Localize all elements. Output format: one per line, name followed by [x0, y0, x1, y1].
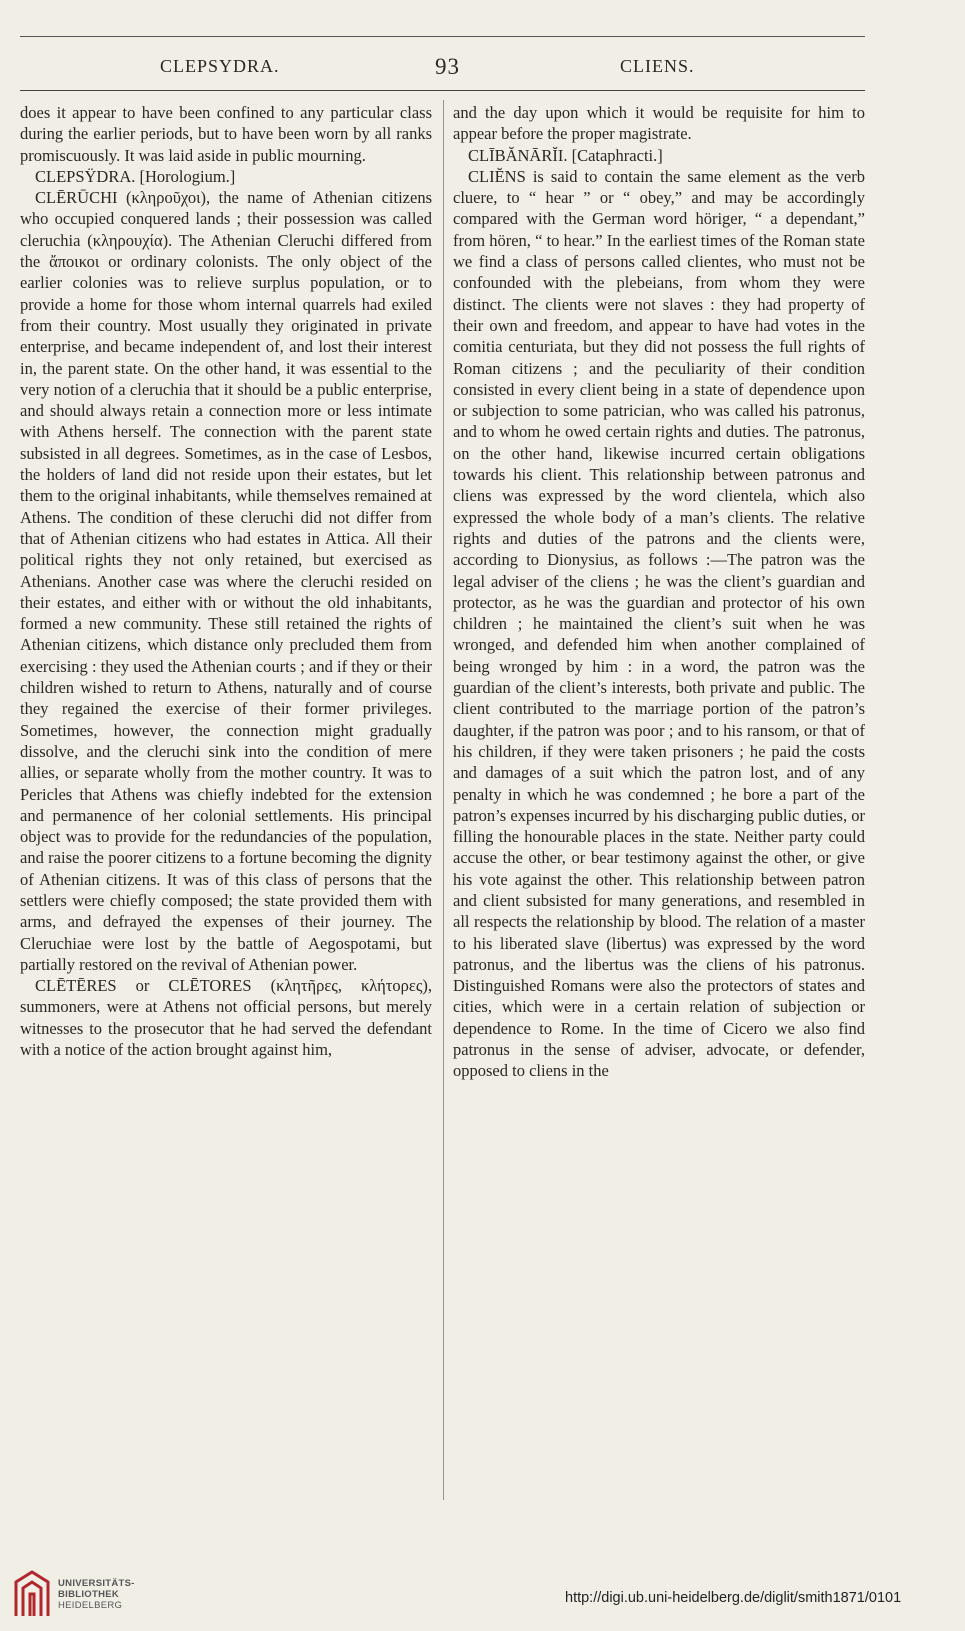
paragraph: and the day upon which it would be requisite for him to appear before the proper magistrate.	[453, 103, 865, 144]
source-url-link[interactable]: http://digi.ub.uni-heidelberg.de/diglit/smith1871/0101	[565, 1590, 902, 1606]
header-right-title: CLIENS.	[620, 56, 695, 76]
header-left-title: CLEPSYDRA.	[160, 56, 280, 76]
paragraph: CLIĔNS is said to contain the same element as the verb cluere, to “ hear ” or “ obey,” and may be accordingly compared with the German word höriger, “ a dependant,” from hören, “ to hear.” In the earliest times of the Roman state we find a class of persons called clientes, who must not be confounded with the plebeians, from whom they were distinct. The clients were not slaves : they had property of their own and freedom, and appear to have had votes in the comitia centuriata, but they did not possess the full rights of Roman citizens ; and the peculiarity of their condition consisted in every client being in a state of dependence upon or subjection to some patrician, who was called his patronus, and to whom he owed certain rights and duties. The patronus, on the other hand, likewise incurred certain obligations towards his client. This relationship between patronus and cliens was expressed by the word clientela, which also expressed the whole body of a man’s clients. The relative rights and duties of the patrons and the clients were, according to Dionysius, as follows :—The patron was the legal adviser of the cliens ; he was the client’s guardian and protector, as he was the guardian and protector of his own children ; he maintained the client’s suit when he was wronged, and defended him when another complained of being wronged by him : in a word, the patron was the guardian of the client’s interests, both private and public. The client contributed to the marriage portion of the patron’s daughter, if the patron was poor ; and to his ransom, or that of his children, if they were taken prisoners ; he paid the costs and damages of a suit which the patron lost, and of any penalty in which he was condemned ; he bore a part of the patron’s expenses incurred by his discharging public duties, or filling the honourable places in the state. Neither party could accuse the other, or bear testimony against the other, or give his vote against the other. This relationship between patron and client subsisted for many generations, and resembled in all respects the relationship by blood. The relation of a master to his liberated slave (libertus) was expressed by the word patronus, and the libertus was the cliens of his patronus. Distinguished Romans were also the protectors of states and cities, which were in a certain relation of subjection or dependence to Rome. In the time of Cicero we also find patronus in the sense of adviser, advocate, or defender, opposed to cliens in the	[453, 166, 865, 1081]
page-number: 93	[435, 54, 460, 79]
university-library-logo-icon	[12, 1568, 52, 1620]
paragraph: CLĒTĒRES or CLĒTORES (κλητῆρες, κλήτορες), summoners, were at Athens not official persons, but merely witnesses to the prosecutor that he had served the defendant with a notice of the action brought against him,	[20, 976, 432, 1060]
left-text-column	[20, 102, 432, 1060]
paragraph: CLEPSŸDRA. [Horologium.]	[35, 166, 236, 186]
column-divider	[443, 100, 444, 1500]
paragraph: CLĒRŪCHI (κληροῦχοι), the name of Athenian citizens who occupied conquered lands ; their possession was called cleruchia (κληρουχία). The Athenian Cleruchi differed from the ἄποικοι or ordinary colonists. The only object of the earlier colonies was to relieve surplus population, or to provide a home for those whom internal quarrels had exiled from their country. Most usually they originated in private enterprise, and became independent of, and lost their interest in, the parent state. On the other hand, it was essential to the very notion of a cleruchia that it should be a public enterprise, and should always retain a connection more or less intimate with Athens herself. The connection with the parent state subsisted in all degrees. Sometimes, as in the case of Lesbos, the holders of land did not reside upon their estates, but let them to the original inhabitants, while themselves remained at Athens. The condition of these cleruchi did not differ from that of Athenian citizens who had estates in Attica. All their political rights they not only retained, but exercised as Athenians. Another case was where the cleruchi resided on their estates, and either with or without the old inhabitants, formed a new community. These still retained the rights of Athenian citizens, which distance only precluded them from exercising : they used the Athenian courts ; and if they or their children wished to return to Athens, naturally and of course they regained the exercise of their former privileges. Sometimes, however, the connection might gradually dissolve, and the cleruchi sink into the condition of mere allies, or separate wholly from the mother country. It was to Pericles that Athens was chiefly indebted for the extension and permanence of her colonial settlements. His principal object was to provide for the redundancies of the population, and raise the poorer citizens to a fortune becoming the dignity of Athenian citizens. It was of this class of persons that the settlers were chiefly composed; the state provided them with arms, and defrayed the expenses of their journey. The Cleruchiae were lost by the battle of Aegospotami, but partially restored on the revival of Athenian power.	[20, 188, 432, 974]
paragraph: CLĪBĂNĀRĬI. [Cataphracti.]	[468, 145, 663, 165]
library-name: UNIVERSITÄTS- BIBLIOTHEK HEIDELBERG	[58, 1578, 135, 1611]
running-header	[20, 56, 865, 82]
paragraph: does it appear to have been confined to any particular class during the earlier periods, but to have been worn by all ranks promiscuously. It was laid aside in public mourning.	[20, 103, 432, 165]
header-rule	[20, 90, 865, 91]
top-border-line	[20, 36, 865, 37]
right-text-column	[453, 102, 865, 1082]
